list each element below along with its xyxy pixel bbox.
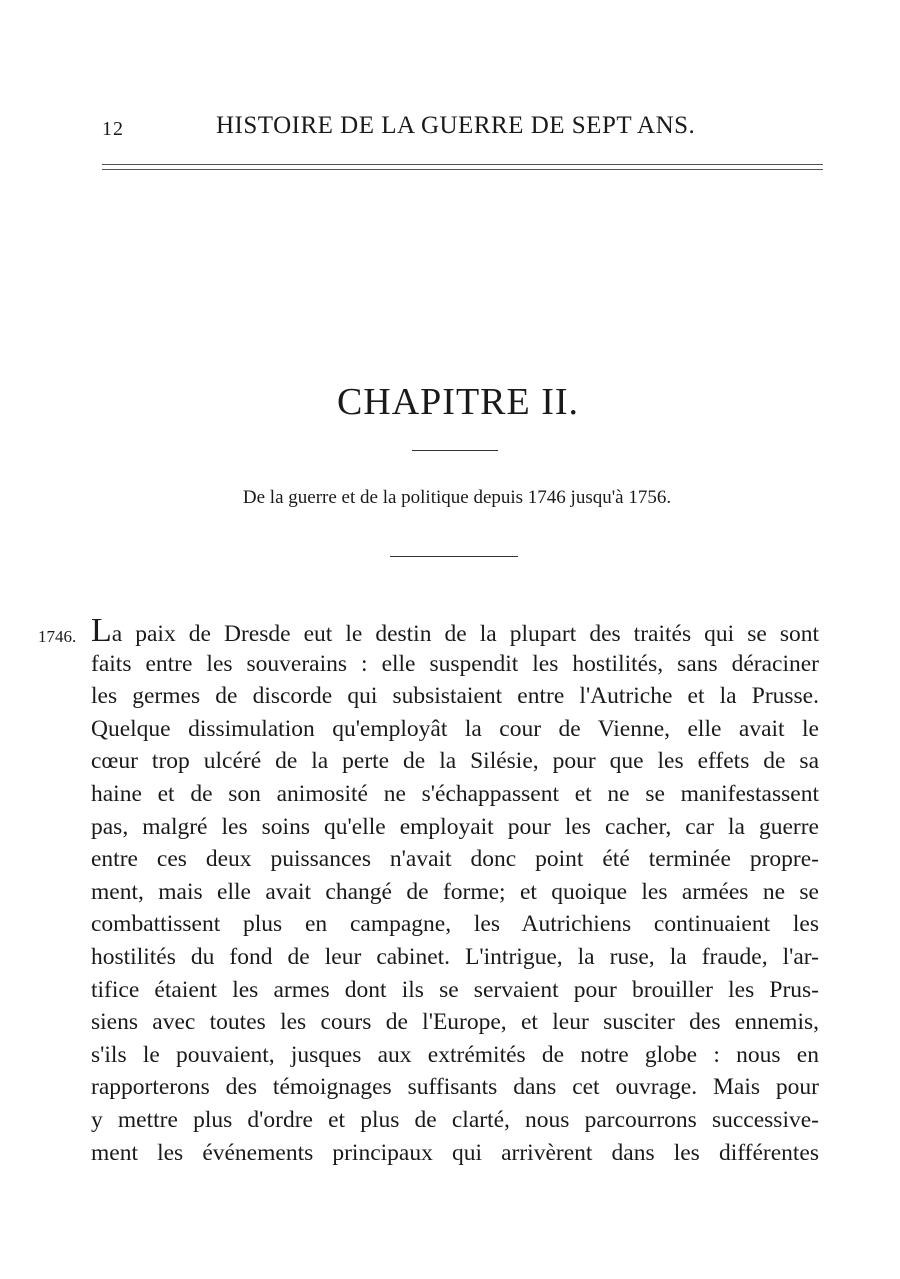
text-line: pas, malgré les soins qu'elle employait pour les cacher, car la guerre <box>91 813 819 840</box>
page-number: 12 <box>102 118 124 140</box>
running-head <box>100 112 823 148</box>
text-line: hostilités du fond de leur cabinet. L'intrigue, la ruse, la fraude, l'ar- <box>91 943 819 970</box>
text-line <box>91 612 819 649</box>
header-double-rule <box>102 164 823 170</box>
text-line: siens avec toutes les cours de l'Europe, et leur susciter des ennemis, <box>91 1009 819 1036</box>
running-title: HISTOIRE DE LA GUERRE DE SEPT ANS. <box>216 112 696 139</box>
text-line: combattissent plus en campagne, les Autrichiens continuaient les <box>91 911 819 938</box>
text-line: Quelque dissimulation qu'employât la cour de Vienne, elle avait le <box>91 715 819 742</box>
text-line: les germes de discorde qui subsistaient entre l'Autriche et la Prusse. <box>91 683 819 710</box>
chapter-title: CHAPITRE II. <box>336 381 580 423</box>
text-line: y mettre plus d'ordre et plus de clarté, nous parcourrons successive- <box>91 1106 819 1133</box>
body-paragraph <box>91 612 819 1169</box>
text-line: ment, mais elle avait changé de forme; et quoique les armées ne se <box>91 878 819 905</box>
text-line: rapporterons des témoignages suffisants dans cet ouvrage. Mais pour <box>91 1074 819 1101</box>
drop-letter: L <box>91 612 112 649</box>
text-line: ment les événements principaux qui arrivèrent dans les différentes <box>91 1139 819 1166</box>
title-divider-rule <box>412 450 498 451</box>
text-line: cœur trop ulcéré de la perte de la Silésie, pour que les effets de sa <box>91 748 819 775</box>
margin-year-note: 1746. <box>38 627 77 646</box>
subtitle-divider-rule <box>390 556 518 557</box>
text-line: s'ils le pouvaient, jusques aux extrémités de notre globe : nous en <box>91 1041 819 1068</box>
text-line: tifice étaient les armes dont ils se servaient pour brouiller les Prus- <box>91 976 819 1003</box>
chapter-subtitle: De la guerre et de la politique depuis 1746 jusqu'à 1756. <box>242 487 672 508</box>
text-line: entre ces deux puissances n'avait donc point été terminée propre- <box>91 846 819 873</box>
text-line: faits entre les souverains : elle suspendit les hostilités, sans déraciner <box>91 650 819 677</box>
text-line-content: a paix de Dresde eut le destin de la plupart des traités qui se sont <box>111 621 819 647</box>
text-line: haine et de son animosité ne s'échappassent et ne se manifestassent <box>91 780 819 807</box>
